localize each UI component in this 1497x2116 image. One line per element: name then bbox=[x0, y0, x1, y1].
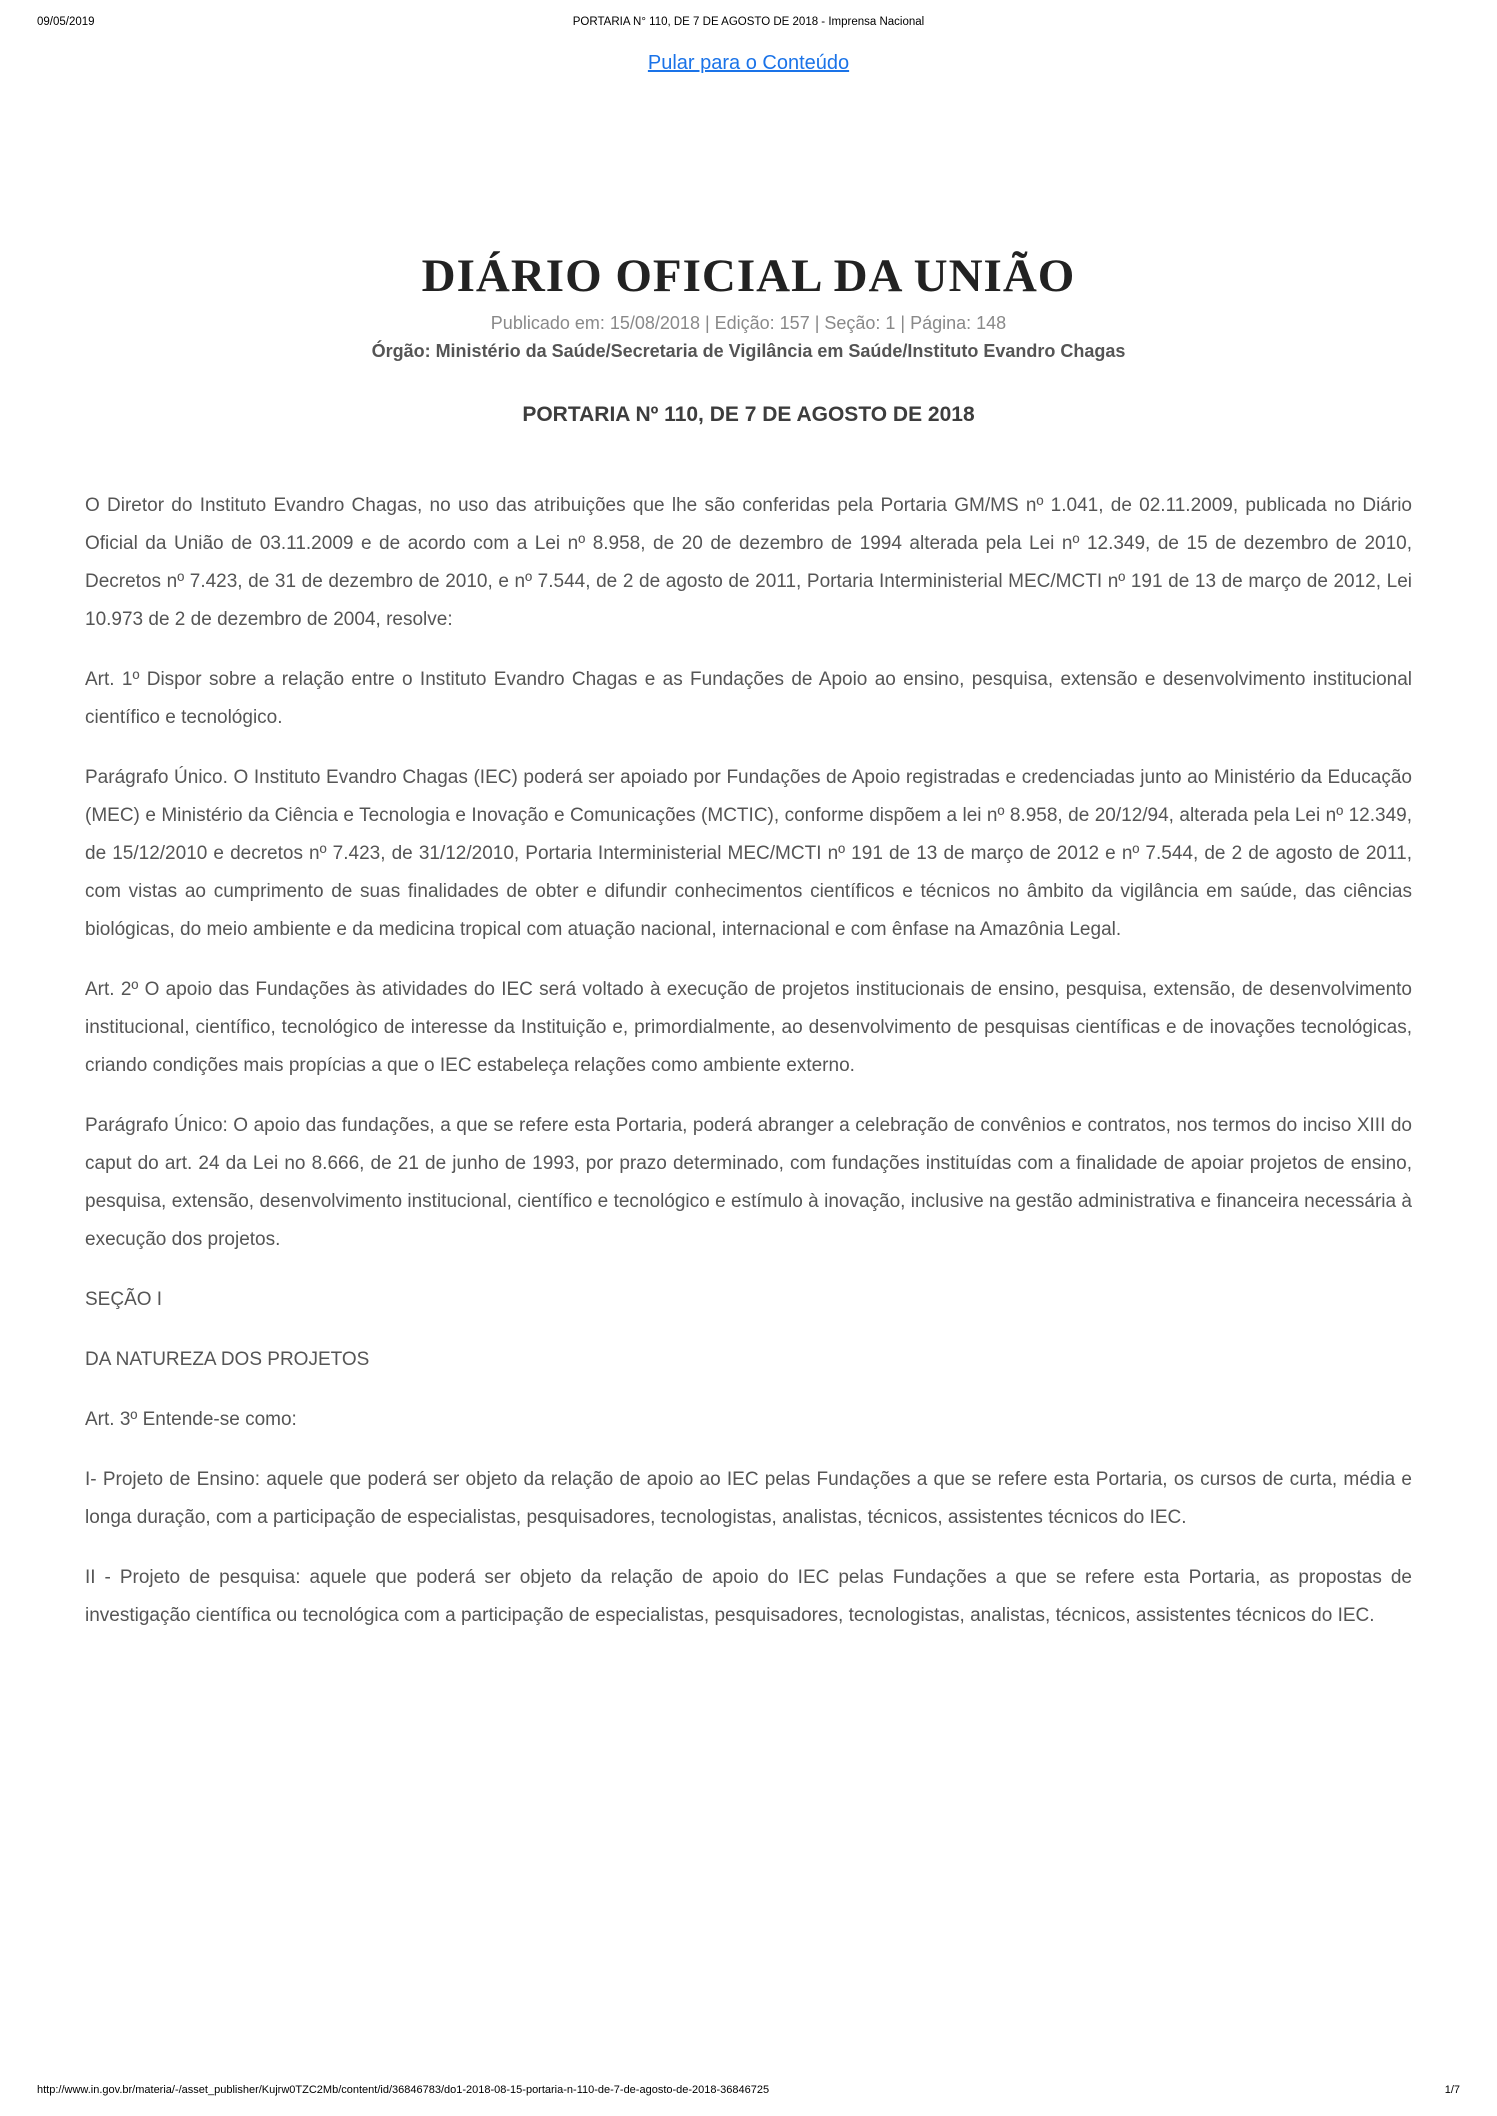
document-body bbox=[85, 487, 1412, 1657]
paragraph-paragrafo-unico-2: Parágrafo Único: O apoio das fundações, a que se refere esta Portaria, poderá abranger a celebração de convênios e contratos, nos termos do inciso XIII do caput do art. 24 da Lei no 8.666, de 21 de junho de 1993, por prazo determinado, com fundações instituídas com a finalidade de apoiar projetos de ensino, pesquisa, extensão, desenvolvimento institucional, científico e tecnológico e estímulo à inovação, inclusive na gestão administrativa e financeira necessária à execução dos projetos. bbox=[85, 1115, 1412, 1250]
document-heading: PORTARIA Nº 110, DE 7 DE AGOSTO DE 2018 bbox=[522, 403, 975, 426]
print-date: 09/05/2019 bbox=[37, 16, 95, 28]
source-url: http://www.in.gov.br/materia/-/asset_publisher/Kujrw0TZC2Mb/content/id/36846783/do1-2018-08-15-portaria-n-110-de-7-de-agosto-de-2018-36846725 bbox=[37, 2084, 770, 2096]
masthead bbox=[0, 248, 1497, 362]
paragraph-item-ii: II - Projeto de pesquisa: aquele que poderá ser objeto da relação de apoio do IEC pelas Fundações a que se refere esta Portaria, as propostas de investigação científica ou tecnológica com a participação de especialistas, pesquisadores, tecnologistas, analistas, técnicos, assistentes técnicos do IEC. bbox=[85, 1567, 1412, 1626]
paragraph-art-1: Art. 1º Dispor sobre a relação entre o Instituto Evandro Chagas e as Fundações de Apoio ao ensino, pesquisa, extensão e desenvolvimento institucional científico e tecnológico. bbox=[85, 669, 1412, 728]
print-footer bbox=[0, 2084, 1497, 2098]
document-heading-row bbox=[0, 403, 1497, 427]
print-page-title: PORTARIA N° 110, DE 7 DE AGOSTO DE 2018 - Imprensa Nacional bbox=[572, 16, 925, 28]
paragraph-art-2: Art. 2º O apoio das Fundações às atividades do IEC será voltado à execução de projetos institucionais de ensino, pesquisa, extensão, de desenvolvimento institucional, científico, tecnológico de interesse da Instituição e, primordialmente, ao desenvolvimento de pesquisas científicas e de inovações tecnológicas, criando condições mais propícias a que o IEC estabeleça relações como ambiente externo. bbox=[85, 979, 1412, 1076]
page-number: 1/7 bbox=[1444, 2084, 1460, 2096]
section-label: SEÇÃO I bbox=[85, 1289, 163, 1310]
publication-info: Publicado em: 15/08/2018 | Edição: 157 | Seção: 1 | Página: 148 bbox=[490, 313, 1007, 334]
paragraph-preamble: O Diretor do Instituto Evandro Chagas, no uso das atribuições que lhe são conferidas pela Portaria GM/MS nº 1.041, de 02.11.2009, publicada no Diário Oficial da União de 03.11.2009 e de acordo com a Lei nº 8.958, de 20 de dezembro de 1994 alterada pela Lei nº 12.349, de 15 de dezembro de 2010, Decretos nº 7.423, de 31 de dezembro de 2010, e nº 7.544, de 2 de agosto de 2011, Portaria Interministerial MEC/MCTI nº 191 de 13 de março de 2012, Lei 10.973 de 2 de dezembro de 2004, resolve: bbox=[85, 495, 1412, 630]
section-title: DA NATUREZA DOS PROJETOS bbox=[85, 1349, 370, 1370]
print-header bbox=[0, 16, 1497, 32]
gazette-title: DIÁRIO OFICIAL DA UNIÃO bbox=[421, 250, 1076, 302]
organ-info: Órgão: Ministério da Saúde/Secretaria de Vigilância em Saúde/Instituto Evandro Chagas bbox=[371, 341, 1126, 362]
skip-to-content-link[interactable]: Pular para o Conteúdo bbox=[647, 52, 850, 74]
paragraph-item-i: I- Projeto de Ensino: aquele que poderá ser objeto da relação de apoio ao IEC pelas Fundações a que se refere esta Portaria, os cursos de curta, média e longa duração, com a participação de especialistas, pesquisadores, tecnologistas, analistas, técnicos, assistentes técnicos do IEC. bbox=[85, 1469, 1412, 1528]
paragraph-art-3: Art. 3º Entende-se como: bbox=[85, 1409, 297, 1430]
skip-link-row bbox=[0, 52, 1497, 75]
paragraph-paragrafo-unico-1: Parágrafo Único. O Instituto Evandro Chagas (IEC) poderá ser apoiado por Fundações de Apoio registradas e credenciadas junto ao Ministério da Educação (MEC) e Ministério da Ciência e Tecnologia e Inovação e Comunicações (MCTIC), conforme dispõem a lei nº 8.958, de 20/12/94, alterada pela Lei nº 12.349, de 15/12/2010 e decretos nº 7.423, de 31/12/2010, Portaria Interministerial MEC/MCTI nº 191 de 13 de março de 2012 e nº 7.544, de 2 de agosto de 2011, com vistas ao cumprimento de suas finalidades de obter e difundir conhecimentos científicos e técnicos no âmbito da vigilância em saúde, das ciências biológicas, do meio ambiente e da medicina tropical com atuação nacional, internacional e com ênfase na Amazônia Legal. bbox=[85, 767, 1412, 940]
